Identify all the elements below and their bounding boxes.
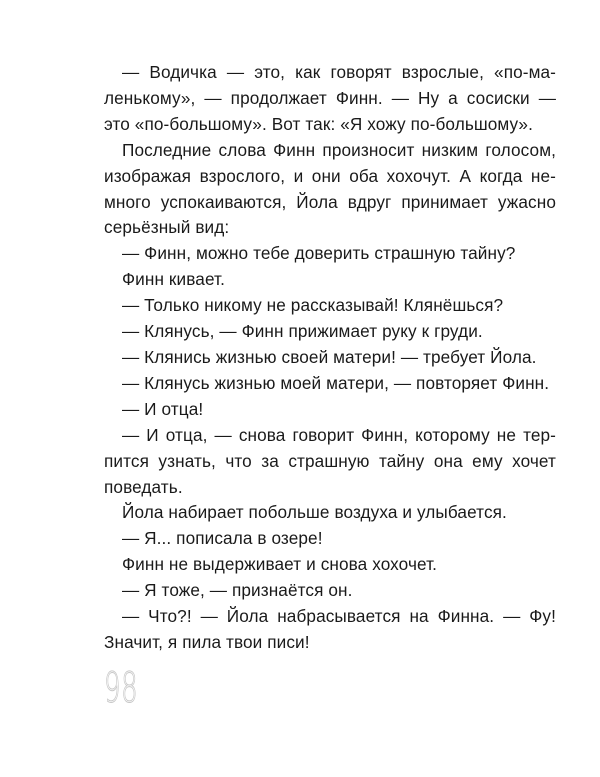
text-line: — Я... пописала в озере! bbox=[122, 528, 323, 549]
page-text bbox=[104, 60, 556, 656]
text-line: — Что?! — Йола набрасывается на Финна. — Фу! bbox=[122, 606, 556, 627]
text-line: — Финн, можно тебе доверить страшную тайну? bbox=[122, 243, 516, 264]
text-line: Финн кивает. bbox=[122, 269, 225, 290]
text-line: это «по-большому». Вот так: «Я хожу по-большому». bbox=[104, 113, 533, 134]
text-line: пится узнать, что за страшную тайну она ему хочет bbox=[104, 450, 556, 471]
text-line: Финн не выдерживает и снова хохочет. bbox=[122, 554, 438, 575]
text-line: изображая взрослого, и они оба хохочут. А когда не- bbox=[104, 165, 556, 186]
text-line: — Клянусь жизнью моей матери, — повторяет Финн. bbox=[122, 372, 550, 393]
text-line: — И отца, — снова говорит Финн, которому не тер- bbox=[122, 424, 556, 445]
text-line: ленькому», — продолжает Финн. — Ну а сосиски — bbox=[104, 87, 556, 108]
text-line: — Водичка — это, как говорят взрослые, «по-ма- bbox=[122, 62, 556, 82]
text-line: поведать. bbox=[104, 476, 183, 497]
text-line: серьёзный вид: bbox=[104, 217, 230, 238]
text-line: Последние слова Финн произносит низким голосом, bbox=[122, 139, 556, 160]
text-line: — Только никому не рассказывай! Клянёшься? bbox=[122, 295, 504, 316]
text-line: — Клянусь, — Финн прижимает руку к груди. bbox=[122, 321, 483, 342]
text-line: — Клянись жизнью своей матери! — требует Йола. bbox=[122, 346, 537, 367]
text-line: — И отца! bbox=[122, 398, 204, 419]
text-line: Значит, я пила твои писи! bbox=[104, 631, 310, 652]
text-line: много успокаиваются, Йола вдруг принимает ужасно bbox=[104, 191, 556, 212]
page-number: 98 bbox=[104, 663, 139, 712]
text-line: Йола набирает побольше воздуха и улыбается. bbox=[122, 502, 507, 523]
text-line: — Я тоже, — признаётся он. bbox=[122, 580, 353, 601]
